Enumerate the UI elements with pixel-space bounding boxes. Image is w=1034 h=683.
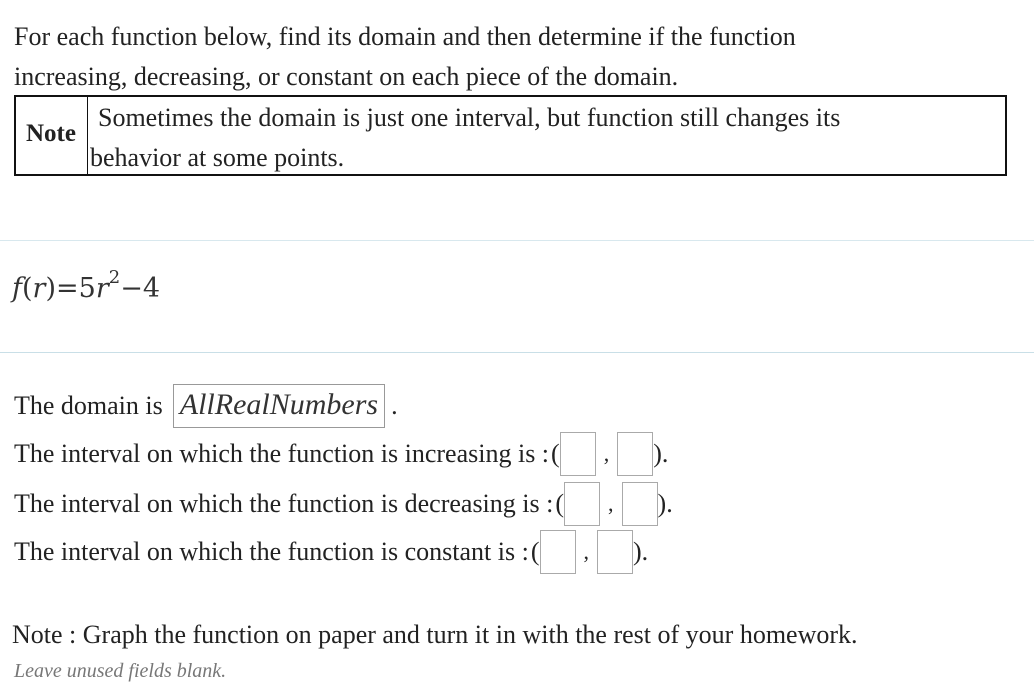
decreasing-row bbox=[14, 481, 673, 527]
function-coefficient: 5 bbox=[78, 273, 96, 304]
decreasing-close: ). bbox=[657, 489, 673, 518]
constant-close: ). bbox=[633, 537, 649, 566]
function-exponent: 2 bbox=[108, 267, 121, 288]
function-name: f bbox=[12, 273, 22, 304]
note-box bbox=[14, 95, 1007, 176]
increasing-row bbox=[14, 431, 668, 477]
domain-answer-field[interactable]: AllRealNumbers bbox=[173, 384, 385, 428]
constant-label: The interval on which the function is constant is : bbox=[14, 537, 529, 566]
constant-right-input[interactable] bbox=[597, 530, 633, 574]
increasing-close: ). bbox=[653, 439, 669, 468]
decreasing-left-input[interactable] bbox=[564, 482, 600, 526]
function-constant-term: −4 bbox=[120, 273, 161, 304]
graph-note: Note : Graph the function on paper and turn it in with the rest of your homework. bbox=[12, 620, 858, 649]
function-open-paren: ( bbox=[22, 273, 33, 304]
note-label: Note bbox=[16, 97, 88, 174]
instructions-line-1: For each function below, find its domain and then determine if the function bbox=[14, 22, 796, 51]
constant-comma: , bbox=[583, 539, 590, 564]
function-equals: = bbox=[56, 273, 79, 304]
increasing-label: The interval on which the function is increasing is : bbox=[14, 439, 550, 468]
increasing-comma: , bbox=[603, 441, 610, 466]
decreasing-label: The interval on which the function is decreasing is : bbox=[14, 489, 554, 518]
function-variable: r bbox=[32, 273, 46, 304]
divider-top bbox=[0, 240, 1034, 241]
constant-left-input[interactable] bbox=[540, 530, 576, 574]
increasing-right-input[interactable] bbox=[617, 432, 653, 476]
function-close-paren: ) bbox=[45, 273, 57, 304]
function-term-variable: r bbox=[95, 273, 109, 304]
domain-label: The domain is bbox=[14, 391, 163, 420]
unused-fields-hint: Leave unused fields blank. bbox=[14, 660, 227, 682]
domain-row bbox=[14, 383, 398, 429]
domain-period: . bbox=[391, 391, 398, 420]
function-formula bbox=[12, 267, 161, 304]
decreasing-right-input[interactable] bbox=[622, 482, 658, 526]
decreasing-open-paren: ( bbox=[555, 489, 565, 518]
constant-open-paren: ( bbox=[530, 537, 540, 566]
increasing-left-input[interactable] bbox=[560, 432, 596, 476]
decreasing-comma: , bbox=[608, 491, 614, 516]
instructions bbox=[14, 17, 1014, 97]
note-text-line-1: Sometimes the domain is just one interval, but function still changes its bbox=[98, 103, 841, 132]
increasing-open-paren: ( bbox=[551, 439, 560, 468]
instructions-line-2: increasing, decreasing, or constant on each piece of the domain. bbox=[14, 62, 679, 91]
constant-row bbox=[14, 529, 648, 575]
note-text-line-2: behavior at some points. bbox=[90, 143, 345, 172]
divider-bottom bbox=[0, 352, 1034, 353]
note-text bbox=[88, 97, 1005, 174]
